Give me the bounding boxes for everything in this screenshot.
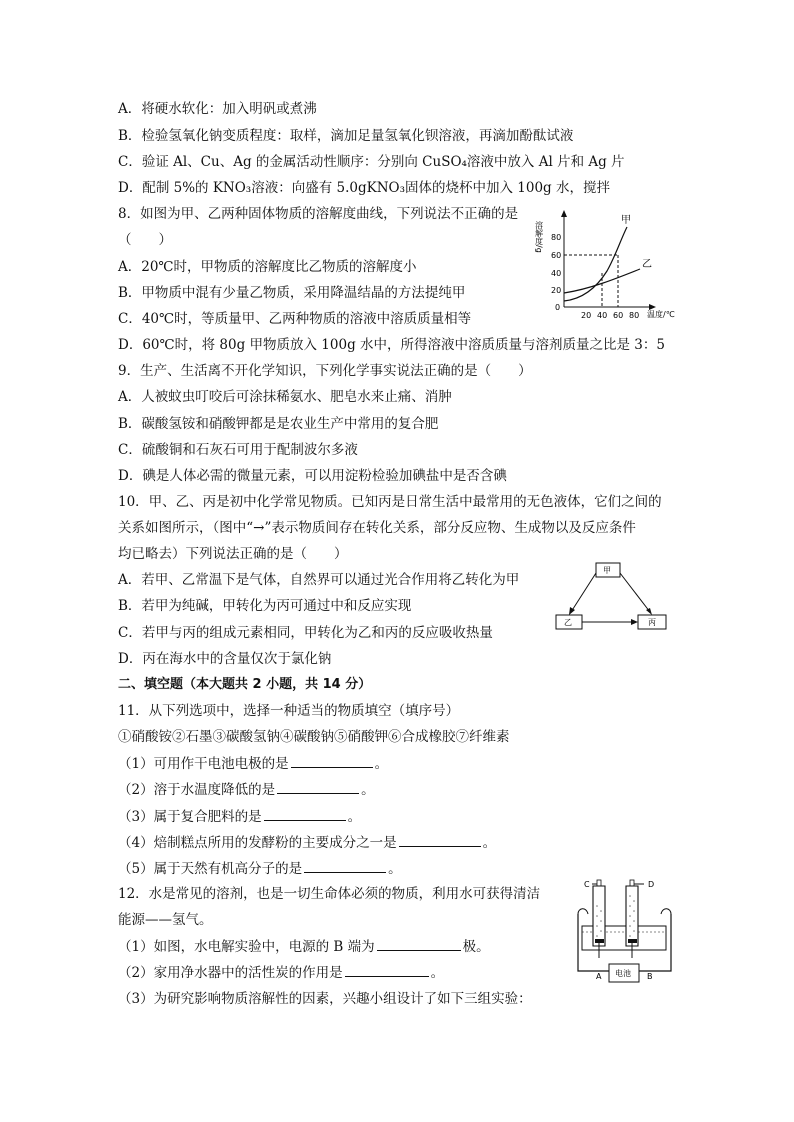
- answer-blank[interactable]: [264, 807, 346, 821]
- q12-item-2-text: （2）家用净水器中的活性炭的作用是: [118, 965, 343, 981]
- q8-paren: （ ）: [118, 232, 172, 248]
- battery-label: 电池: [615, 969, 631, 978]
- q9-option-d: D．碘是人体必需的微量元素，可以用淀粉检验加碘盐中是否含碘: [118, 468, 507, 484]
- q9-option-a: A．人被蚊虫叮咬后可涂抹稀氨水、肥皂水来止痛、消肿: [118, 389, 452, 405]
- q7-option-c: C．验证 Al、Cu、Ag 的金属活动性顺序：分别向 CuSO₄溶液中放入 Al 片和 Ag 片: [118, 154, 625, 170]
- section-title-fill-blank: 二、填空题（本大题共 2 小题，共 14 分）: [118, 677, 372, 692]
- ytick-0: 0: [555, 303, 561, 312]
- q10-option-c: C．若甲与丙的组成元素相同，甲转化为乙和丙的反应吸收热量: [118, 625, 493, 641]
- q11-item-2-end: 。: [361, 782, 375, 798]
- label-a: A: [596, 972, 602, 981]
- q7-option-a: A．将硬水软化：加入明矾或煮沸: [118, 101, 317, 117]
- xtick-80: 80: [629, 311, 640, 320]
- q11-item-4: [118, 833, 496, 852]
- q7-option-b: B．检验氢氧化钠变质程度：取样，滴加足量氢氧化钡溶液，再滴加酚酞试液: [118, 128, 574, 144]
- xtick-20: 20: [581, 311, 592, 320]
- q9-option-c: C．硫酸铜和石灰石可用于配制波尔多液: [118, 442, 358, 458]
- q12-item-2: [118, 963, 444, 982]
- node-yi-label: 乙: [564, 618, 572, 627]
- q11-item-1-end: 。: [374, 756, 389, 772]
- sol-ylabel: 溶解度/g: [535, 221, 544, 253]
- q11-item-5-end: 。: [388, 861, 402, 877]
- q11-item-3-text: （3）属于复合肥料的是: [118, 809, 262, 825]
- q12-item-1: [118, 937, 490, 956]
- node-bing-label: 丙: [648, 618, 656, 627]
- q10-stem-1: 10．甲、乙、丙是初中化学常见物质。已知丙是日常生活中最常用的无色液体，它们之间的: [118, 494, 662, 510]
- q9-stem: 9．生产、生活离不开化学知识，下列化学事实说法正确的是（ ）: [118, 363, 532, 379]
- ytick-80: 80: [551, 233, 562, 242]
- q11-item-2-text: （2）溶于水温度降低的是: [118, 782, 276, 798]
- node-jia-label: 甲: [603, 566, 611, 575]
- q8-option-b: B．甲物质中混有少量乙物质，采用降温结晶的方法提纯甲: [118, 285, 466, 301]
- q12-item-2-end: 。: [430, 965, 445, 981]
- curve-label-jia: 甲: [621, 215, 631, 226]
- q10-option-b: B．若甲为纯碱，甲转化为丙可通过中和反应实现: [118, 598, 412, 614]
- xtick-60: 60: [613, 311, 624, 320]
- q8-option-c: C．40℃时，等质量甲、乙两种物质的溶液中溶质质量相等: [118, 311, 472, 327]
- q10-stem-3: 均已略去）下列说法正确的是（ ）: [118, 546, 348, 562]
- q11-item-4-text: （4）焙制糕点所用的发酵粉的主要成分之一是: [118, 835, 397, 851]
- answer-blank[interactable]: [304, 859, 386, 873]
- curve-jia: [564, 227, 627, 301]
- answer-blank[interactable]: [291, 754, 373, 768]
- ytick-20: 20: [551, 286, 562, 295]
- q11-item-3: [118, 807, 361, 826]
- solubility-figure: [535, 207, 685, 322]
- ytick-60: 60: [551, 251, 562, 260]
- q12-stem-1: 12．水是常见的溶剂，也是一切生命体必须的物质，利用水可获得清洁: [118, 886, 541, 902]
- q12-item-3: （3）为研究影响物质溶解性的因素，兴趣小组设计了如下三组实验：: [118, 991, 532, 1007]
- answer-blank[interactable]: [277, 780, 359, 794]
- q8-option-d: D．60℃时，将 80g 甲物质放入 100g 水中，所得溶液中溶质质量与溶剂质量之比是 3：5: [118, 337, 665, 353]
- q8-option-a: A．20℃时，甲物质的溶解度比乙物质的溶解度小: [118, 259, 417, 275]
- q7-option-d: D．配制 5%的 KNO₃溶液：向盛有 5.0gKNO₃固体的烧杯中加入 100g 水，搅拌: [118, 180, 610, 196]
- q10-option-a: A．若甲、乙常温下是气体，自然界可以通过光合作用将乙转化为甲: [118, 572, 520, 588]
- q11-item-2: [118, 780, 375, 799]
- q12-item-1-end: 极。: [462, 939, 490, 955]
- label-b: B: [647, 972, 653, 981]
- answer-blank[interactable]: [377, 937, 461, 951]
- label-d: D: [648, 880, 655, 889]
- q10-option-d: D．丙在海水中的含量仅次于氯化钠: [118, 651, 332, 667]
- q9-option-b: B．碳酸氢铵和硝酸钾都是是农业生产中常用的复合肥: [118, 416, 439, 432]
- xtick-40: 40: [597, 311, 608, 320]
- q11-item-1-text: （1）可用作干电池电极的是: [118, 756, 289, 772]
- q11-item-5: [118, 859, 402, 878]
- relation-diagram: [553, 558, 671, 632]
- ytick-40: 40: [551, 269, 562, 278]
- answer-blank[interactable]: [399, 833, 481, 847]
- electrolysis-apparatus: [568, 876, 683, 994]
- answer-blank[interactable]: [345, 963, 429, 977]
- q8-stem: 8．如图为甲、乙两种固体物质的溶解度曲线，下列说法不正确的是: [118, 206, 519, 222]
- q10-stem-2: 关系如图所示，（图中“→”表示物质间存在转化关系，部分反应物、生成物以及反应条件: [118, 520, 636, 536]
- q11-options: ①硝酸铵②石墨③碳酸氢钠④碳酸钠⑤硝酸钾⑥合成橡胶⑦纤维素: [118, 729, 510, 745]
- q11-item-4-end: 。: [482, 835, 497, 851]
- q11-item-3-end: 。: [347, 809, 362, 825]
- q12-stem-2: 能源——氢气。: [118, 912, 213, 928]
- label-c: C: [584, 880, 590, 889]
- sol-xlabel: 温度/℃: [647, 310, 675, 319]
- q11-stem: 11．从下列选项中，选择一种适当的物质填空（填序号）: [118, 703, 460, 719]
- curve-label-yi: 乙: [642, 259, 652, 270]
- q11-item-1: [118, 754, 388, 773]
- q11-item-5-text: （5）属于天然有机高分子的是: [118, 861, 303, 877]
- q12-item-1-text: （1）如图，水电解实验中，电源的 B 端为: [118, 939, 375, 955]
